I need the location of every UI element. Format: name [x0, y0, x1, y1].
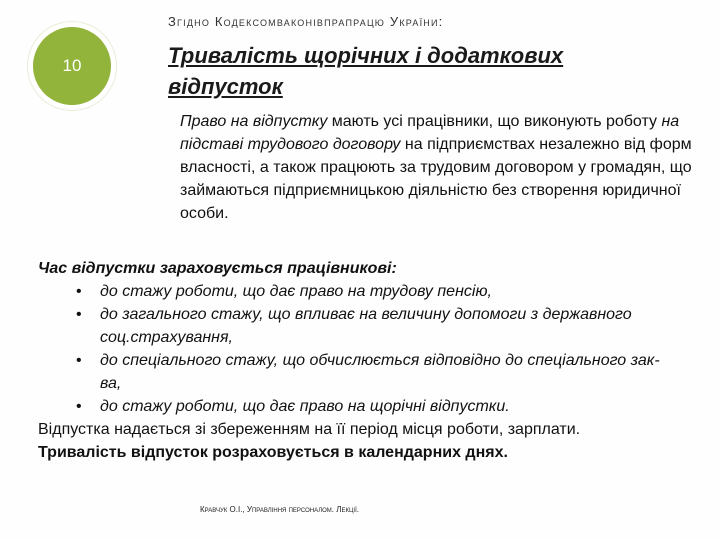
list-item-text: до стажу роботи, що дає право на трудову пенсію, [100, 283, 492, 300]
bullet-icon: • [76, 306, 82, 323]
footer-credit: Кравчук О.І., Управління персоналом. Лекції. [200, 505, 359, 514]
list-item [38, 395, 678, 418]
bullet-icon: • [76, 352, 82, 369]
main-content [38, 257, 678, 464]
intro-paragraph [180, 110, 695, 225]
list-item-text: до стажу роботи, що дає право на щорічні відпустки. [100, 398, 510, 415]
paragraph-vacation-pay: Відпустка надається зі збереженням на її період місця роботи, зарплати. [38, 421, 581, 438]
list-item-text: до загального стажу, що впливає на величину допомоги з державного соц.страхування, [100, 306, 632, 346]
slide-subtitle: Згідно Кодексомваконівпрапрацю України: [168, 14, 444, 29]
slide-title [168, 40, 688, 102]
slide-number-badge [33, 27, 111, 105]
paragraph-duration: Тривалість відпусток розраховується в календарних днях. [38, 444, 508, 461]
intro-text-2: на підприємствах незалежно від форм власності, а також працюють за трудовим договором у громадян, що займаються підприємницькою діяльністю без створення юридичної особи. [180, 136, 692, 222]
slide-number: 10 [62, 56, 82, 75]
list-item [38, 280, 678, 303]
intro-emphasis-2: на підставі трудового договору [180, 113, 680, 153]
bullet-icon: • [76, 398, 82, 415]
list-item [38, 349, 678, 395]
bullet-icon: • [76, 283, 82, 300]
title-line-1: Тривалість щорічних і додаткових [168, 43, 564, 68]
title-line-2: відпусток [168, 74, 283, 99]
intro-text-1: мають усі працівники, що виконують роботу [327, 113, 662, 130]
intro-emphasis-1: Право на відпустку [180, 113, 328, 130]
list-item [38, 303, 678, 349]
section-heading: Час відпустки зараховується працівникові: [38, 260, 397, 277]
bullet-list [38, 280, 678, 418]
list-item-text: до спеціального стажу, що обчислюється відповідно до спеціального зак-ва, [100, 352, 660, 392]
